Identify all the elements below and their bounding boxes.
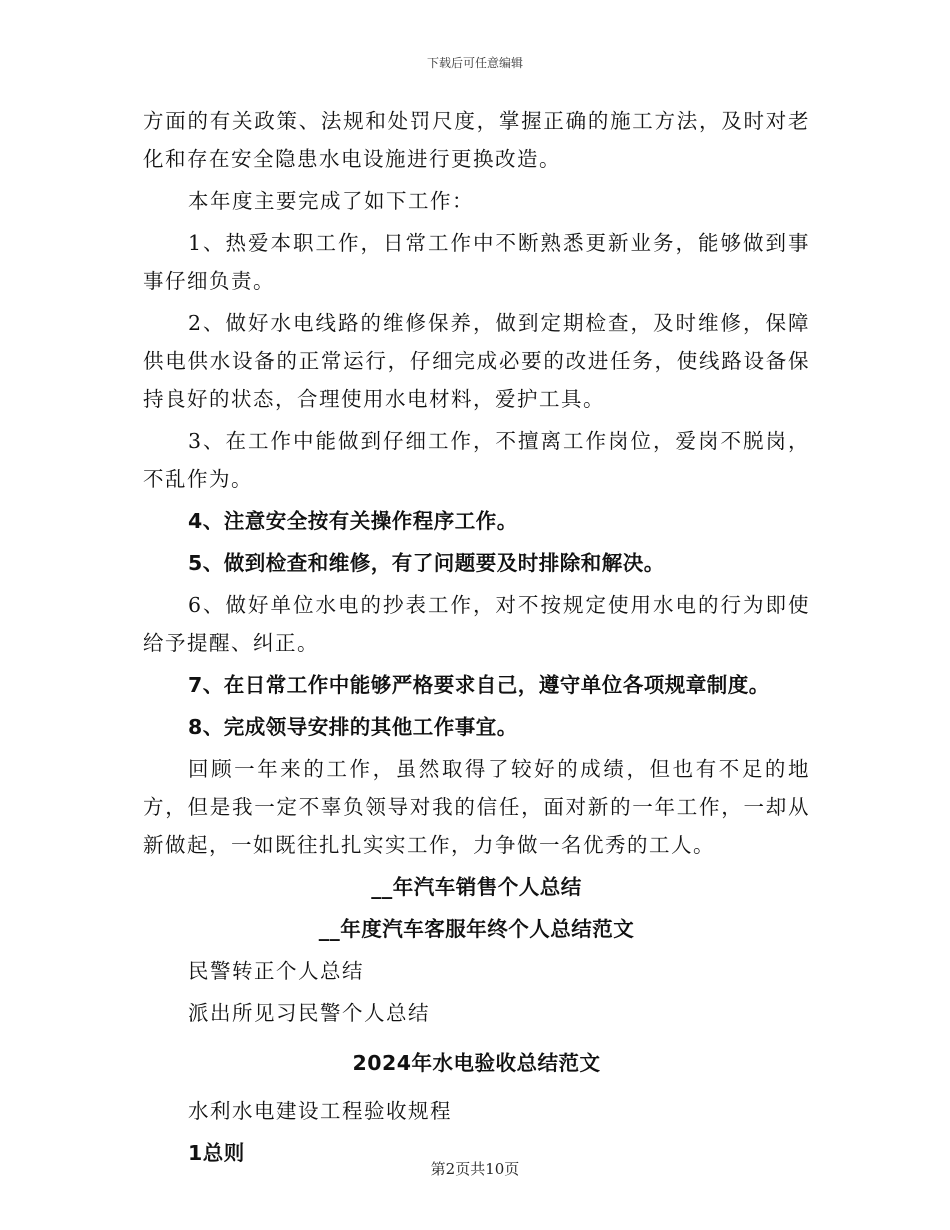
list-item-5: 5、做到检查和维修，有了问题要及时排除和解决。 (188, 551, 665, 575)
section-title: 2024年水电验收总结范文 (352, 1051, 601, 1075)
list-item-8: 8、完成领导安排的其他工作事宜。 (188, 715, 518, 739)
list-item-3: 3、在工作中能做到仔细工作，不擅离工作岗位，爱岗不脱岗，不乱作为。 (143, 429, 810, 491)
page-number: 第2页共10页 (430, 1160, 520, 1178)
related-title-1: __年汽车销售个人总结 (371, 875, 582, 899)
document-body (143, 102, 810, 1172)
list-item-4: 4、注意安全按有关操作程序工作。 (188, 509, 518, 533)
related-item-3: 民警转正个人总结 (188, 959, 364, 983)
list-item-6: 6、做好单位水电的抄表工作，对不按规定使用水电的行为即使给予提醒、纠正。 (143, 593, 810, 655)
paragraph-summary-lead: 本年度主要完成了如下工作： (188, 189, 474, 213)
header-note: 下载后可任意编辑 (426, 56, 523, 70)
list-item-2: 2、做好水电线路的维修保养，做到定期检查，及时维修，保障供电供水设备的正常运行，仔细完成必要的改进任务，使线路设备保持良好的状态，合理使用水电材料，爱护工具。 (143, 311, 810, 411)
related-title-2: __年度汽车客服年终个人总结范文 (318, 917, 635, 941)
list-item-1: 1、热爱本职工作，日常工作中不断熟悉更新业务，能够做到事事仔细负责。 (143, 231, 810, 293)
related-item-4: 派出所见习民警个人总结 (188, 1001, 430, 1025)
paragraph-closing: 回顾一年来的工作，虽然取得了较好的成绩，但也有不足的地方，但是我一定不辜负领导对我的信任，面对新的一年工作，一却从新做起，一如既往扎扎实实工作，力争做一名优秀的工人。 (143, 757, 810, 857)
section-subtitle: 水利水电建设工程验收规程 (188, 1099, 452, 1123)
list-item-7: 7、在日常工作中能够严格要求自己，遵守单位各项规章制度。 (188, 673, 770, 697)
paragraph-intro: 方面的有关政策、法规和处罚尺度，掌握正确的施工方法，及时对老化和存在安全隐患水电设施进行更换改造。 (143, 109, 810, 171)
section-heading: 1总则 (188, 1141, 245, 1165)
